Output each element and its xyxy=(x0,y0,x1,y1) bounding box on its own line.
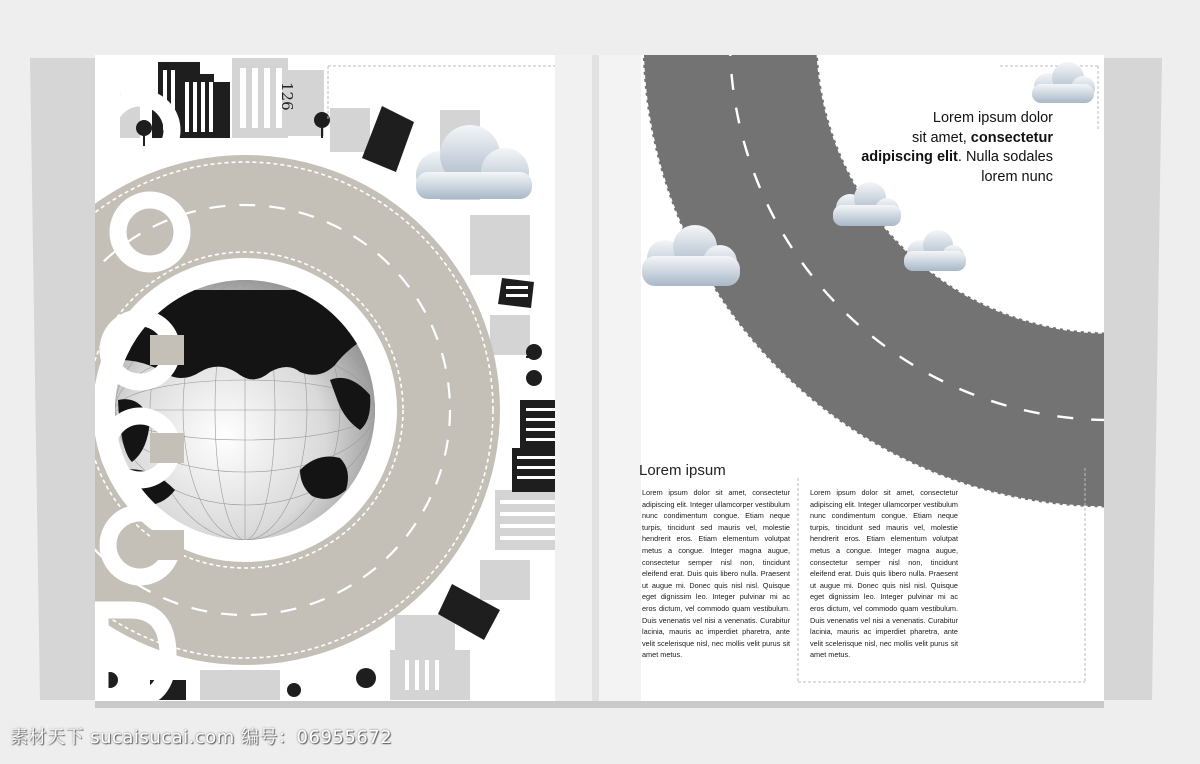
subheading: Lorem ipsum xyxy=(639,462,726,479)
body-text-column-2: Lorem ipsum dolor sit amet, consectetur adipiscing elit. Integer ullamcorper vestibulum nunc condimentum congue. Etiam neque turpis, tincidunt sed mauris vel, molestie hendrerit eros. Etiam elementum volutpat metus a congue. Integer magna augue, consectetur semper nisl non, tincidunt eleifend erat. Duis quis libero nulla. Praesent ut augue mi. Donec quis nisl nisl. Quisque eget dignissim leo. Integer pulvinar mi ac eros dictum, vel commodo quam vestibulum. Duis venenatis vel nisi a venenatis. Curabitur lacinia, mauris ac imperdiet pharetra, ante velit scelerisque nisl, nec mollis velit purus sit amet metus. xyxy=(810,488,958,660)
book-bottom-edge xyxy=(95,700,1104,708)
heading-line-4: lorem nunc xyxy=(981,168,1053,185)
left-cover-edge xyxy=(30,58,95,700)
heading-line-3-plain: . Nulla sodales xyxy=(957,149,1053,165)
right-page-heading xyxy=(853,109,1053,187)
heading-line-2 xyxy=(853,129,1053,149)
right-cover-edge xyxy=(1104,58,1162,700)
body-text-column-1: Lorem ipsum dolor sit amet, consectetur adipiscing elit. Integer ullamcorper vestibulum nunc condimentum congue. Etiam neque turpis, tincidunt sed mauris vel, molestie hendrerit eros. Etiam elementum volutpat metus a congue. Integer magna augue, consectetur semper nisl non, tincidunt eleifend erat. Duis quis libero nulla. Praesent ut augue mi. Donec quis nisl nisl. Quisque eget dignissim leo. Integer pulvinar mi ac eros dictum, vel commodo quam vestibulum. Duis venenatis vel nisi a venenatis. Curabitur lacinia, mauris ac imperdiet pharetra, ante velit scelerisque nisl, nec mollis velit purus sit amet metus. xyxy=(642,488,790,660)
heading-line-2-bold: consectetur xyxy=(970,129,1053,146)
heading-line-2-plain: sit amet, xyxy=(911,129,971,146)
heading-line-3-bold: adipiscing elit xyxy=(861,149,958,165)
watermark-text: 素材天下 sucaisucai.com 编号：06955672 xyxy=(10,727,393,748)
page-number: 126 xyxy=(278,82,296,111)
heading-line-3 xyxy=(853,148,1053,168)
right-page-margin xyxy=(599,55,641,701)
heading-line-1: Lorem ipsum dolor xyxy=(932,110,1053,126)
